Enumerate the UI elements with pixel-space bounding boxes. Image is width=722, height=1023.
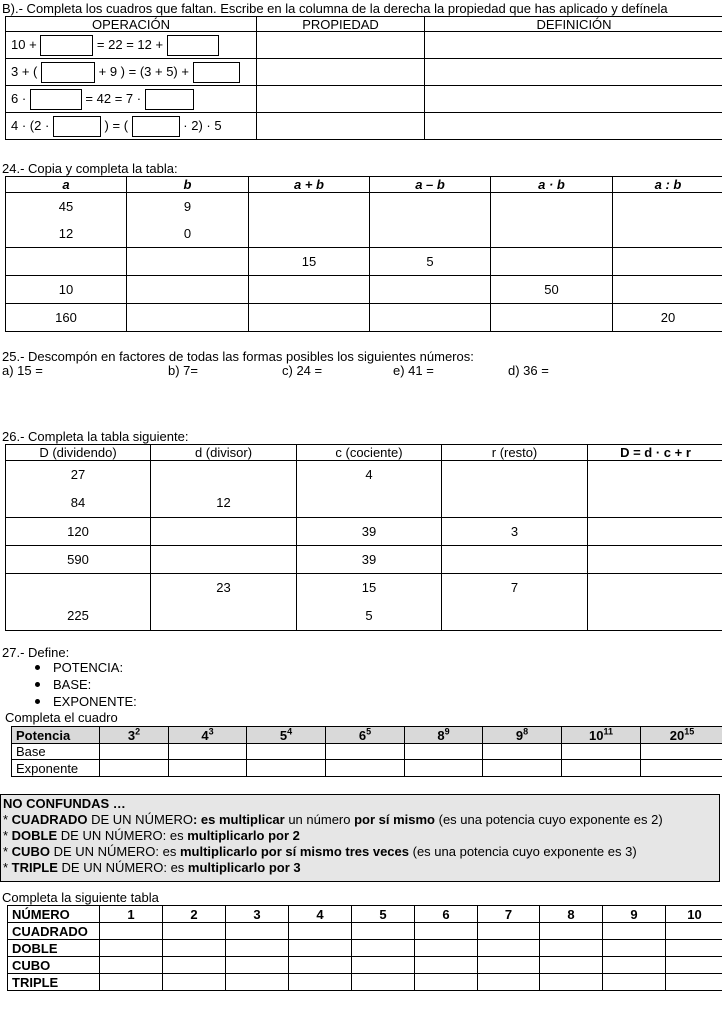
empty-cell[interactable] [478, 940, 540, 957]
row-label-doble: DOBLE [8, 940, 100, 957]
definicion-cell[interactable] [425, 59, 722, 86]
empty-cell[interactable] [588, 461, 722, 518]
empty-cell[interactable] [415, 974, 478, 991]
num-4: 4 [289, 906, 352, 923]
empty-cell[interactable] [370, 193, 491, 248]
header-propiedad: PROPIEDAD [257, 17, 425, 32]
note-line-triple: * TRIPLE DE UN NÚMERO: es multiplicarlo por 3 [3, 860, 301, 875]
value: 23 [216, 580, 231, 595]
header-b: b [127, 177, 249, 193]
empty-cell[interactable] [100, 744, 169, 760]
header-dividendo: D (dividendo) [6, 445, 151, 461]
note-title: NO CONFUNDAS … [3, 796, 126, 811]
propiedad-cell[interactable] [257, 113, 425, 140]
empty-cell[interactable] [483, 744, 562, 760]
empty-cell[interactable] [405, 744, 483, 760]
empty-cell[interactable] [613, 276, 722, 304]
blank-box[interactable] [30, 89, 82, 110]
header-definicion: DEFINICIÓN [425, 17, 722, 32]
powers-table [11, 726, 722, 777]
empty-cell[interactable] [588, 574, 722, 631]
empty-cell[interactable] [562, 760, 641, 777]
header-prod: a · b [491, 177, 613, 193]
propiedad-cell[interactable] [257, 59, 425, 86]
blank-box[interactable] [53, 116, 101, 137]
empty-cell[interactable] [666, 940, 722, 957]
header-a: a [6, 177, 127, 193]
empty-cell[interactable] [588, 546, 722, 574]
section-b-title: B).- Completa los cuadros que faltan. Escribe en la columna de la derecha la propiedad que has aplicado y defínela [2, 1, 668, 16]
blank-box[interactable] [145, 89, 194, 110]
op-text: 6 · [11, 90, 27, 106]
cell-cociente: 39 [297, 546, 442, 574]
power-5-4: $5^4$ [247, 727, 326, 744]
empty-cell[interactable] [491, 193, 613, 248]
blank-box[interactable] [41, 62, 95, 83]
empty-cell[interactable] [289, 923, 352, 940]
row-label-exponente: Exponente [12, 760, 100, 777]
empty-cell[interactable] [442, 546, 588, 574]
num-1: 1 [100, 906, 163, 923]
last-table-title: Completa la siguiente tabla [2, 890, 159, 905]
define-potencia: POTENCIA: [53, 660, 124, 675]
empty-cell[interactable] [666, 974, 722, 991]
empty-cell[interactable] [151, 546, 297, 574]
num-2: 2 [163, 906, 226, 923]
empty-cell[interactable] [603, 940, 666, 957]
value: 15 [361, 580, 377, 595]
propiedad-cell[interactable] [257, 32, 425, 59]
empty-cell[interactable] [603, 974, 666, 991]
empty-cell[interactable] [249, 276, 370, 304]
define-exponente: EXPONENTE: [53, 694, 137, 709]
empty-cell[interactable] [540, 974, 603, 991]
empty-cell[interactable] [352, 923, 415, 940]
header-sum: a + b [249, 177, 370, 193]
value: 7 [510, 580, 519, 595]
row-label-potencia: Potencia [12, 727, 100, 744]
header-resto: r (resto) [442, 445, 588, 461]
empty-cell[interactable] [100, 760, 169, 777]
header-formula: D = d · c + r [588, 445, 722, 461]
empty-cell[interactable] [100, 974, 163, 991]
propiedad-cell[interactable] [257, 86, 425, 113]
empty-cell[interactable] [163, 923, 226, 940]
operation-row [6, 86, 257, 113]
num-10: 10 [666, 906, 722, 923]
empty-cell[interactable] [442, 461, 588, 518]
header-operacion: OPERACIÓN [6, 17, 257, 32]
cell-dividendo [6, 461, 151, 518]
num-3: 3 [226, 906, 289, 923]
empty-cell[interactable] [163, 974, 226, 991]
value: 225 [67, 608, 89, 623]
cell-div: 20 [613, 304, 722, 332]
empty-cell[interactable] [540, 940, 603, 957]
cell-diff: 5 [370, 248, 491, 276]
op-text: = 42 = 7 · [85, 90, 142, 106]
cell-cociente [297, 461, 442, 518]
empty-cell[interactable] [127, 304, 249, 332]
bullet-icon [35, 699, 40, 704]
power-6-5: $6^5$ [326, 727, 405, 744]
empty-cell[interactable] [370, 304, 491, 332]
empty-cell[interactable] [562, 744, 641, 760]
empty-cell[interactable] [603, 957, 666, 974]
factor-item-a: a) 15 = [2, 363, 43, 378]
cell-sum: 15 [249, 248, 370, 276]
num-5: 5 [352, 906, 415, 923]
cell-dividendo: 120 [6, 518, 151, 546]
definicion-cell[interactable] [425, 32, 722, 59]
cell-divisor [151, 461, 297, 518]
cell-dividendo: 590 [6, 546, 151, 574]
empty-cell[interactable] [491, 304, 613, 332]
blank-box[interactable] [40, 35, 93, 56]
blank-box[interactable] [132, 116, 180, 137]
empty-cell[interactable] [326, 744, 405, 760]
value: 12 [58, 226, 74, 241]
power-20-15: $20^{15}$ [641, 727, 722, 744]
cell-a: 160 [6, 304, 127, 332]
empty-cell[interactable] [613, 248, 722, 276]
definicion-cell[interactable] [425, 86, 722, 113]
empty-cell[interactable] [100, 940, 163, 957]
empty-cell[interactable] [483, 760, 562, 777]
bullet-icon [35, 682, 40, 687]
note-box [0, 794, 720, 882]
operation-row [6, 113, 257, 140]
define-base: BASE: [53, 677, 92, 692]
cell-prod: 50 [491, 276, 613, 304]
header-cociente: c (cociente) [297, 445, 442, 461]
row-label-triple: TRIPLE [8, 974, 100, 991]
definicion-cell[interactable] [425, 113, 722, 140]
row-label-cubo: CUBO [8, 957, 100, 974]
squares-table [7, 905, 722, 991]
operation-row [6, 59, 257, 86]
cell-resto: 3 [442, 518, 588, 546]
cell-divisor [151, 574, 297, 631]
header-divisor: d (divisor) [151, 445, 297, 461]
empty-cell[interactable] [127, 276, 249, 304]
blank-box[interactable] [193, 62, 240, 83]
empty-cell[interactable] [247, 760, 326, 777]
op-text: · 2) · 5 [183, 117, 222, 133]
empty-cell[interactable] [289, 957, 352, 974]
empty-cell[interactable] [169, 760, 247, 777]
cell-b [127, 193, 249, 248]
empty-cell[interactable] [603, 923, 666, 940]
cell-cociente [297, 574, 442, 631]
power-10-11: $10^{11}$ [562, 727, 641, 744]
empty-cell[interactable] [540, 957, 603, 974]
empty-cell[interactable] [415, 940, 478, 957]
section-24-title: 24.- Copia y completa la tabla: [2, 161, 178, 176]
empty-cell[interactable] [289, 974, 352, 991]
op-text: 3 + ( [11, 63, 38, 79]
power-4-3: $4^3$ [169, 727, 247, 744]
empty-cell[interactable] [226, 974, 289, 991]
op-text: 10 + [11, 36, 37, 52]
value: 9 [183, 199, 192, 214]
empty-cell[interactable] [100, 923, 163, 940]
cell-dividendo [6, 574, 151, 631]
section-25-title: 25.- Descompón en factores de todas las formas posibles los siguientes números: [2, 349, 474, 364]
note-line-cuadrado: * CUADRADO DE UN NÚMERO: es multiplicar un número por sí mismo (es una potencia cuyo exponente es 2) [3, 812, 663, 827]
op-text: + 9 ) = (3 + 5) + [98, 63, 189, 79]
empty-cell[interactable] [478, 923, 540, 940]
empty-cell[interactable] [247, 744, 326, 760]
value: 12 [216, 495, 231, 510]
section-26-title: 26.- Completa la tabla siguiente: [2, 429, 189, 444]
empty-cell[interactable] [326, 760, 405, 777]
empty-cell[interactable] [478, 957, 540, 974]
empty-cell[interactable] [415, 923, 478, 940]
note-line-cubo: * CUBO DE UN NÚMERO: es multiplicarlo por sí mismo tres veces (es una potencia cuyo exponente es 3) [3, 844, 637, 859]
value: 4 [365, 467, 373, 482]
power-3-2: $3^2$ [100, 727, 169, 744]
empty-cell[interactable] [151, 518, 297, 546]
factor-item-d: d) 36 = [508, 363, 549, 378]
empty-cell[interactable] [249, 304, 370, 332]
empty-cell[interactable] [641, 744, 722, 760]
value: 84 [70, 495, 86, 510]
empty-cell[interactable] [163, 957, 226, 974]
empty-cell[interactable] [588, 518, 722, 546]
empty-cell[interactable] [127, 248, 249, 276]
empty-cell[interactable] [352, 974, 415, 991]
empty-cell[interactable] [6, 248, 127, 276]
empty-cell[interactable] [226, 940, 289, 957]
value: 45 [58, 199, 74, 214]
empty-cell[interactable] [405, 760, 483, 777]
value: 27 [70, 467, 86, 482]
value: 0 [183, 226, 192, 241]
empty-cell[interactable] [352, 957, 415, 974]
empty-cell[interactable] [415, 957, 478, 974]
cell-cociente: 39 [297, 518, 442, 546]
row-label-numero: NÚMERO [8, 906, 100, 923]
factor-item-c: c) 24 = [282, 363, 323, 378]
op-text: = 22 = 12 + [96, 36, 164, 52]
empty-cell[interactable] [100, 957, 163, 974]
num-8: 8 [540, 906, 603, 923]
value: 5 [365, 608, 373, 623]
empty-cell[interactable] [226, 923, 289, 940]
empty-cell[interactable] [289, 940, 352, 957]
num-7: 7 [478, 906, 540, 923]
division-table [5, 444, 722, 631]
empty-cell[interactable] [491, 248, 613, 276]
op-text: ) = ( [104, 117, 129, 133]
complete-box-label: Completa el cuadro [5, 710, 118, 725]
op-text: 4 · (2 · [11, 117, 50, 133]
empty-cell[interactable] [666, 957, 722, 974]
empty-cell[interactable] [666, 923, 722, 940]
empty-cell[interactable] [478, 974, 540, 991]
empty-cell[interactable] [540, 923, 603, 940]
factor-item-e: e) 41 = [393, 363, 434, 378]
empty-cell[interactable] [163, 940, 226, 957]
cell-a [6, 193, 127, 248]
empty-cell[interactable] [641, 760, 722, 777]
note-line-doble: * DOBLE DE UN NÚMERO: es multiplicarlo por 2 [3, 828, 300, 843]
cell-resto [442, 574, 588, 631]
row-label-base: Base [12, 744, 100, 760]
cell-a: 10 [6, 276, 127, 304]
header-diff: a – b [370, 177, 491, 193]
empty-cell[interactable] [249, 193, 370, 248]
power-9-8: $9^8$ [483, 727, 562, 744]
row-label-cuadrado: CUADRADO [8, 923, 100, 940]
blank-box[interactable] [167, 35, 219, 56]
section-27-title: 27.- Define: [2, 645, 70, 660]
empty-cell[interactable] [226, 957, 289, 974]
power-8-9: $8^9$ [405, 727, 483, 744]
num-9: 9 [603, 906, 666, 923]
ab-table [5, 176, 722, 332]
empty-cell[interactable] [613, 193, 722, 248]
factor-item-b: b) 7= [168, 363, 198, 378]
empty-cell[interactable] [370, 276, 491, 304]
num-6: 6 [415, 906, 478, 923]
empty-cell[interactable] [169, 744, 247, 760]
header-div: a : b [613, 177, 722, 193]
operations-table [5, 16, 722, 140]
empty-cell[interactable] [352, 940, 415, 957]
operation-row [6, 32, 257, 59]
bullet-icon [35, 665, 40, 670]
